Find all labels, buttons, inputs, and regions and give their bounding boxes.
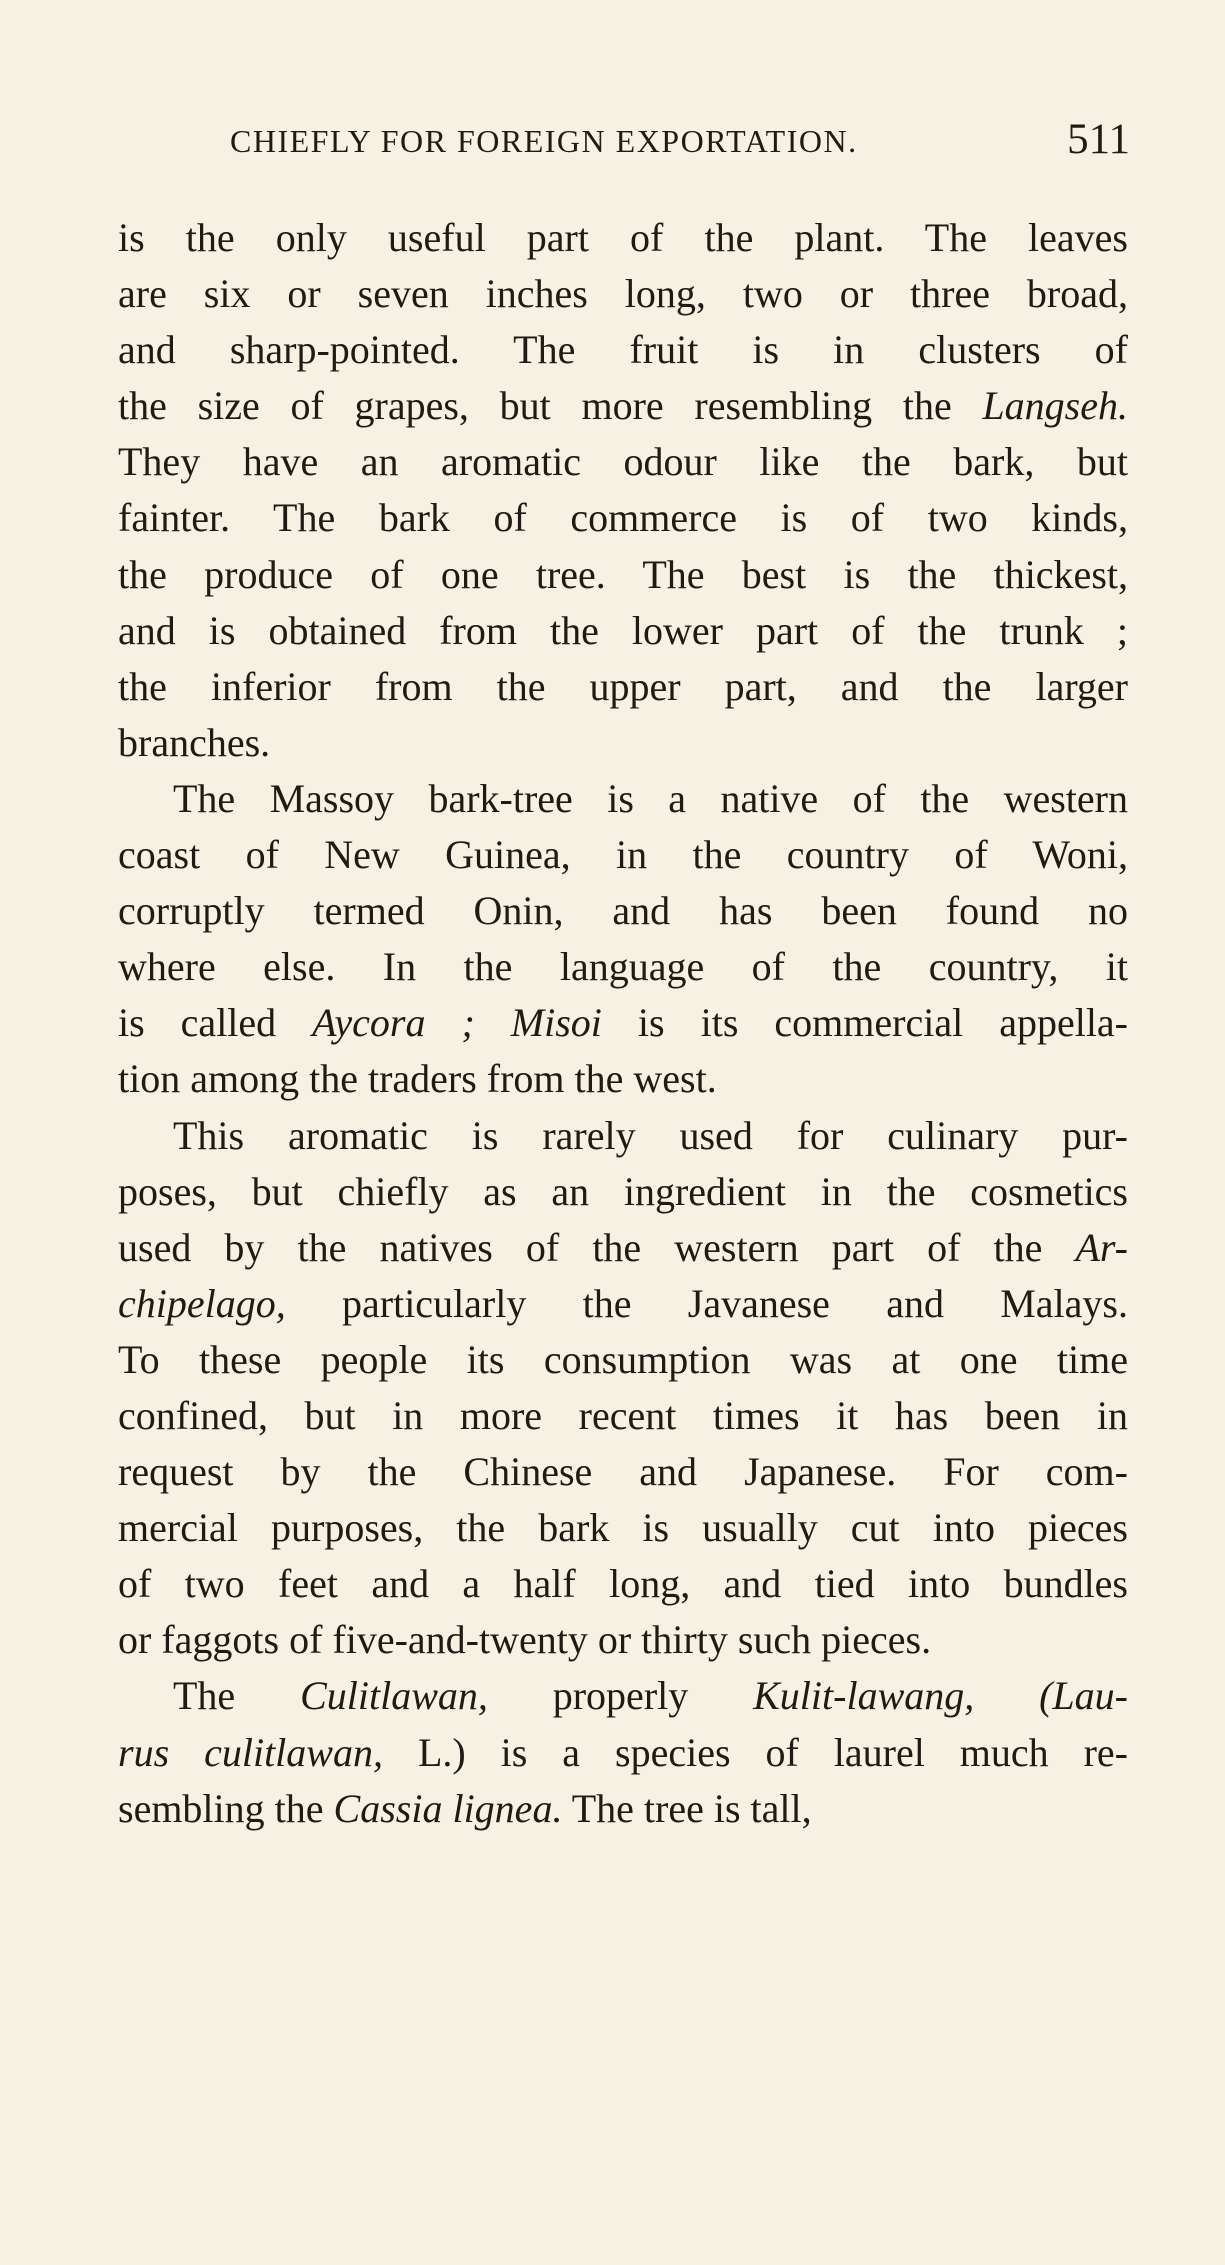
italic-text: Culitlawan, xyxy=(300,1673,488,1719)
text: They have an aromatic odour like the bark, but xyxy=(118,439,1128,485)
text-line xyxy=(118,827,1128,883)
text-line xyxy=(118,322,1128,378)
text: mercial purposes, the bark is usually cut into pieces xyxy=(118,1505,1128,1551)
text-line xyxy=(118,1108,1128,1164)
text-line xyxy=(118,434,1128,490)
paragraph xyxy=(118,1668,1128,1836)
text: branches. xyxy=(118,719,271,765)
text: corruptly termed Onin, and has been found no xyxy=(118,888,1128,934)
text: The tree is tall, xyxy=(562,1785,812,1831)
paragraph xyxy=(118,1108,1128,1669)
text-line xyxy=(118,1332,1128,1388)
text: fainter. The bark of commerce is of two kinds, xyxy=(118,495,1128,541)
text-line xyxy=(118,1164,1128,1220)
text: coast of New Guinea, in the country of Woni, xyxy=(118,832,1128,878)
text: the size of grapes, but more resembling the xyxy=(118,383,983,429)
body-text xyxy=(118,210,1128,1837)
text-line xyxy=(118,939,1128,995)
text: To these people its consumption was at one time xyxy=(118,1336,1128,1382)
text: The xyxy=(173,1673,301,1719)
text-line xyxy=(118,490,1128,546)
text: confined, but in more recent times it has been in xyxy=(118,1392,1128,1438)
text: This aromatic is rarely used for culinary pur- xyxy=(173,1112,1128,1158)
text-line xyxy=(118,210,1128,266)
text-line xyxy=(118,715,1128,771)
text-line xyxy=(118,1276,1128,1332)
text: and is obtained from the lower part of the trunk ; xyxy=(118,607,1128,653)
text-line xyxy=(118,883,1128,939)
text: the produce of one tree. The best is the thickest, xyxy=(118,551,1128,597)
text: are six or seven inches long, two or three broad, xyxy=(118,271,1128,317)
text-line xyxy=(118,266,1128,322)
text-line xyxy=(118,1500,1128,1556)
text-line xyxy=(118,771,1128,827)
text: used by the natives of the western part of the xyxy=(118,1224,1076,1270)
paragraph xyxy=(118,210,1128,771)
text-line xyxy=(118,1781,1128,1837)
running-header xyxy=(230,115,1130,165)
italic-text: Langseh. xyxy=(982,383,1128,429)
text-line xyxy=(118,1220,1128,1276)
italic-text: Ar- xyxy=(1075,1224,1128,1270)
text: is the only useful part of the plant. The leaves xyxy=(118,215,1128,260)
text: is called xyxy=(118,1000,313,1046)
italic-text: chipelago, xyxy=(118,1280,286,1326)
text-line xyxy=(118,1725,1128,1781)
text: where else. In the language of the country, it xyxy=(118,944,1128,990)
text: sembling the xyxy=(118,1785,334,1831)
italic-text: Kulit-lawang, (Lau- xyxy=(753,1673,1128,1719)
text-line xyxy=(118,547,1128,603)
text: L.) is a species of laurel much re- xyxy=(382,1729,1128,1775)
italic-text: rus culitlawan, xyxy=(118,1729,383,1775)
text: The Massoy bark-tree is a native of the western xyxy=(173,775,1128,821)
text: tion among the traders from the west. xyxy=(118,1056,717,1102)
text-line xyxy=(118,1388,1128,1444)
text: request by the Chinese and Japanese. For com- xyxy=(118,1449,1128,1495)
text-line xyxy=(118,1612,1128,1668)
text: particularly the Javanese and Malays. xyxy=(285,1280,1128,1326)
italic-text: Aycora ; Misoi xyxy=(312,1000,602,1046)
text: or faggots of five-and-twenty or thirty such pieces. xyxy=(118,1617,932,1663)
text: properly xyxy=(487,1673,754,1719)
text-line xyxy=(118,603,1128,659)
text: poses, but chiefly as an ingredient in the cosmetics xyxy=(118,1168,1128,1214)
text: is its commercial appella- xyxy=(601,1000,1128,1046)
text: of two feet and a half long, and tied into bundles xyxy=(118,1561,1128,1607)
paragraph xyxy=(118,771,1128,1108)
text-line xyxy=(118,995,1128,1051)
page-number: 511 xyxy=(1067,116,1130,163)
italic-text: Cassia lignea. xyxy=(333,1785,563,1831)
text-line xyxy=(118,659,1128,715)
text-line xyxy=(118,1668,1128,1724)
text-line xyxy=(118,1556,1128,1612)
text-line xyxy=(118,378,1128,434)
running-title: CHIEFLY FOR FOREIGN EXPORTATION. xyxy=(230,123,858,159)
text-line xyxy=(118,1444,1128,1500)
text: the inferior from the upper part, and the larger xyxy=(118,663,1128,709)
text-line xyxy=(118,1051,1128,1107)
text: and sharp-pointed. The fruit is in clusters of xyxy=(118,327,1128,373)
